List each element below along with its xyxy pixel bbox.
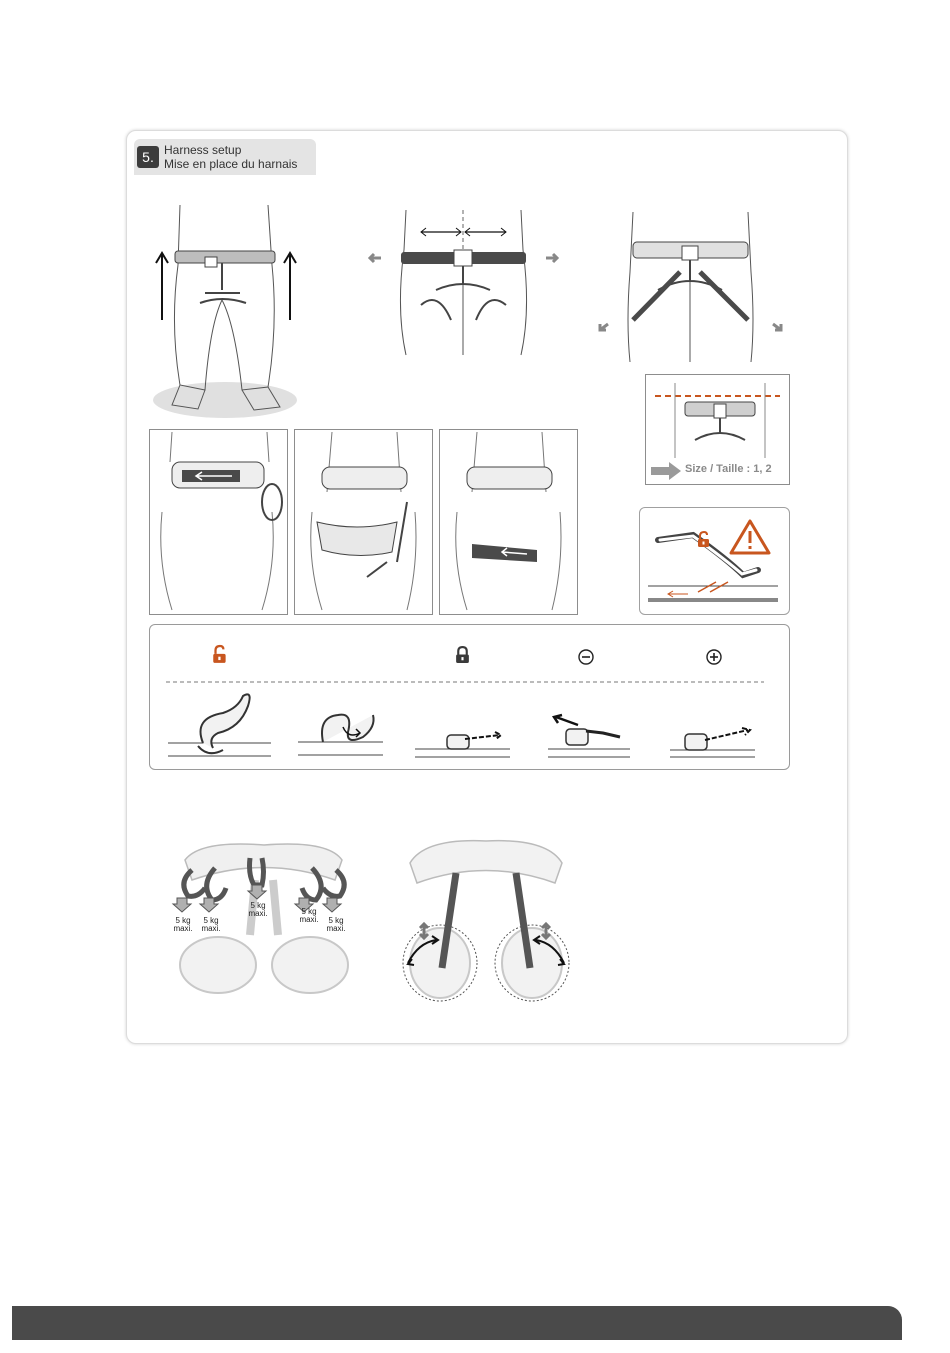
plus-circle-icon <box>706 649 722 665</box>
steps-divider <box>166 681 764 683</box>
leg-loop-adjust-illustration <box>400 838 572 1003</box>
section-title-fr: Mise en place du harnais <box>164 157 298 171</box>
buckle-step-tighten <box>670 726 755 759</box>
load-label-right-outer: 5 kg maxi. <box>326 916 346 933</box>
pull-up-illustration <box>150 205 310 425</box>
size-arrow-icon <box>651 462 681 480</box>
footer-bar <box>12 1306 902 1340</box>
padlock-open-icon <box>212 646 228 664</box>
load-label-center: 5 kg maxi. <box>248 901 268 918</box>
size-illustration <box>650 378 785 458</box>
load-label-left-inner: 5 kg maxi. <box>201 916 221 933</box>
minus-circle-icon <box>578 649 594 665</box>
size-note: Size / Taille : 1, 2 <box>685 463 772 475</box>
load-label-right-inner: 5 kg maxi. <box>299 907 319 924</box>
leg-buckle-illustration <box>297 432 429 610</box>
tighten-waist-illustration <box>366 210 561 355</box>
warning-triangle-icon <box>729 519 771 555</box>
buckle-step-thread <box>298 707 383 759</box>
buckle-step-loosen <box>548 715 630 759</box>
waist-buckle-illustration <box>152 432 284 610</box>
padlock-closed-icon <box>455 647 470 664</box>
step-number: 5. <box>137 146 159 168</box>
leg-adjust-illustration <box>442 432 574 610</box>
buckle-step-open <box>168 688 271 760</box>
section-title-en: Harness setup <box>164 143 242 157</box>
buckle-step-locked <box>415 727 510 759</box>
load-label-left-outer: 5 kg maxi. <box>173 916 193 933</box>
tighten-legs-illustration <box>598 212 783 362</box>
padlock-open-icon <box>697 532 711 548</box>
